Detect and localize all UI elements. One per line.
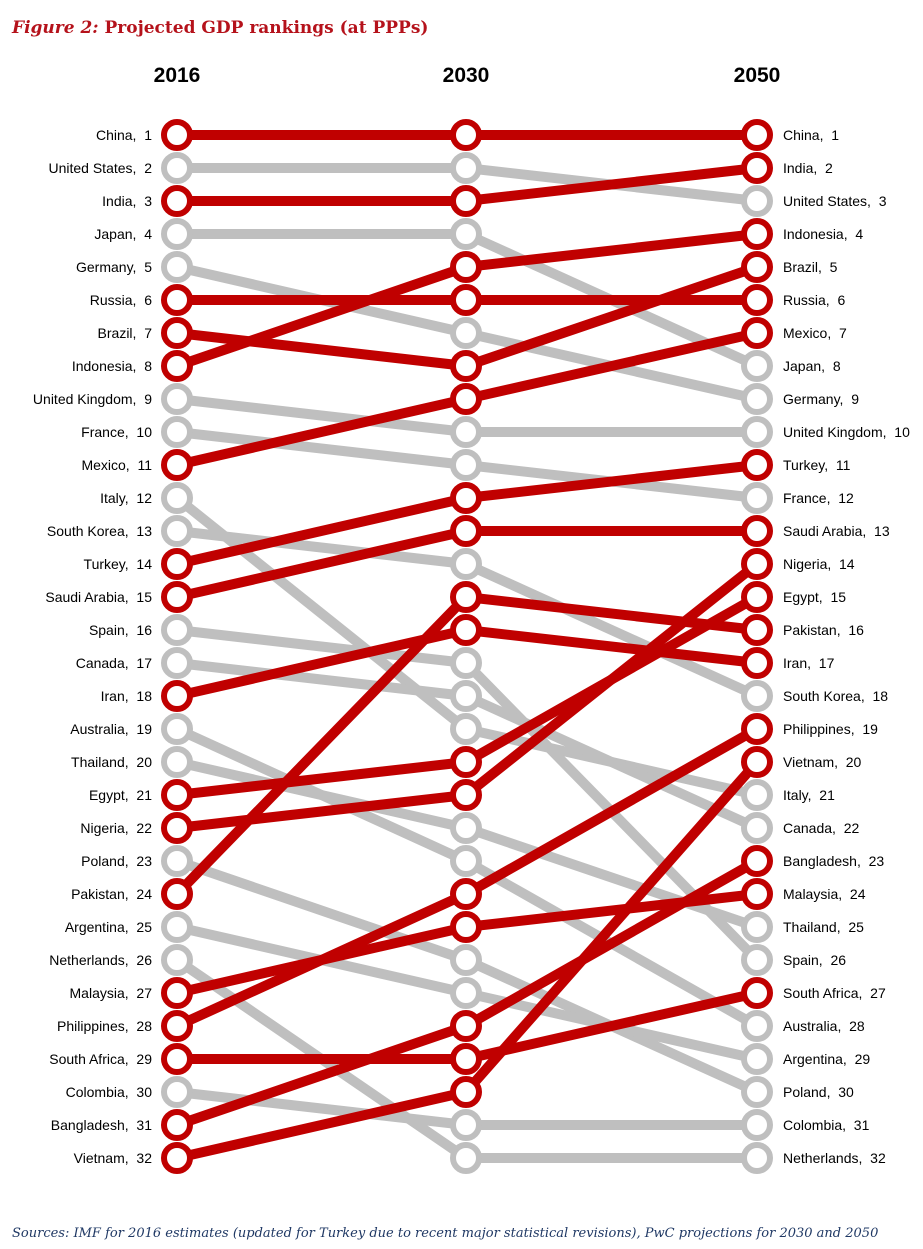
label-2016-malaysia: Malaysia, 27 — [69, 985, 152, 1001]
label-2050-united-kingdom: United Kingdom, 10 — [783, 424, 910, 440]
label-2016-nigeria: Nigeria, 22 — [80, 820, 152, 836]
node-spain-2030 — [453, 650, 479, 676]
node-united-kingdom-2030 — [453, 419, 479, 445]
labels-2016 — [33, 127, 152, 1166]
node-canada-2050 — [744, 815, 770, 841]
node-mexico-2016 — [164, 452, 190, 478]
label-2016-china: China, 1 — [95, 127, 152, 143]
label-2050-india: India, 2 — [783, 160, 833, 176]
node-thailand-2050 — [744, 914, 770, 940]
node-colombia-2016 — [164, 1079, 190, 1105]
label-2050-argentina: Argentina, 29 — [783, 1051, 871, 1067]
node-iran-2050 — [744, 650, 770, 676]
label-2016-poland: Poland, 23 — [81, 853, 152, 869]
node-netherlands-2016 — [164, 947, 190, 973]
label-2050-colombia: Colombia, 31 — [783, 1117, 870, 1133]
label-2016-australia: Australia, 19 — [70, 721, 152, 737]
label-2050-brazil: Brazil, 5 — [783, 259, 838, 275]
label-2016-thailand: Thailand, 20 — [71, 754, 152, 770]
node-turkey-2050 — [744, 452, 770, 478]
node-argentina-2030 — [453, 980, 479, 1006]
node-indonesia-2030 — [453, 254, 479, 280]
label-2016-italy: Italy, 12 — [100, 490, 152, 506]
node-vietnam-2030 — [453, 1079, 479, 1105]
node-italy-2050 — [744, 782, 770, 808]
label-2016-iran: Iran, 18 — [100, 688, 152, 704]
labels-2050 — [783, 127, 910, 1166]
label-2050-bangladesh: Bangladesh, 23 — [783, 853, 885, 869]
node-indonesia-2050 — [744, 221, 770, 247]
node-italy-2030 — [453, 716, 479, 742]
label-2050-south-korea: South Korea, 18 — [783, 688, 889, 704]
node-france-2016 — [164, 419, 190, 445]
label-2016-south-korea: South Korea, 13 — [46, 523, 152, 539]
node-russia-2016 — [164, 287, 190, 313]
label-2016-france: France, 10 — [81, 424, 152, 440]
year-headers — [154, 64, 781, 87]
label-2016-vietnam: Vietnam, 32 — [73, 1150, 152, 1166]
year-header-2050: 2050 — [733, 64, 781, 87]
node-germany-2050 — [744, 386, 770, 412]
label-2016-egypt: Egypt, 21 — [88, 787, 152, 803]
node-india-2016 — [164, 188, 190, 214]
node-united-states-2050 — [744, 188, 770, 214]
node-malaysia-2030 — [453, 914, 479, 940]
node-turkey-2030 — [453, 485, 479, 511]
node-spain-2050 — [744, 947, 770, 973]
node-saudi-arabia-2050 — [744, 518, 770, 544]
node-australia-2030 — [453, 848, 479, 874]
node-india-2030 — [453, 188, 479, 214]
year-header-2016: 2016 — [153, 64, 201, 87]
node-thailand-2016 — [164, 749, 190, 775]
node-south-korea-2016 — [164, 518, 190, 544]
node-thailand-2030 — [453, 815, 479, 841]
node-argentina-2050 — [744, 1046, 770, 1072]
label-2050-italy: Italy, 21 — [783, 787, 835, 803]
node-turkey-2016 — [164, 551, 190, 577]
node-united-kingdom-2016 — [164, 386, 190, 412]
node-pakistan-2030 — [453, 584, 479, 610]
node-mexico-2030 — [453, 386, 479, 412]
node-russia-2050 — [744, 287, 770, 313]
label-2050-philippines: Philippines, 19 — [783, 721, 878, 737]
node-argentina-2016 — [164, 914, 190, 940]
label-2016-japan: Japan, 4 — [94, 226, 152, 242]
label-2016-mexico: Mexico, 11 — [81, 457, 152, 473]
label-2016-spain: Spain, 16 — [88, 622, 152, 638]
node-saudi-arabia-2016 — [164, 584, 190, 610]
label-2050-poland: Poland, 30 — [783, 1084, 854, 1100]
node-germany-2016 — [164, 254, 190, 280]
node-philippines-2016 — [164, 1013, 190, 1039]
node-germany-2030 — [453, 320, 479, 346]
label-2016-bangladesh: Bangladesh, 31 — [50, 1117, 152, 1133]
figure-title-text: Projected GDP rankings (at PPPs) — [104, 18, 429, 38]
node-pakistan-2016 — [164, 881, 190, 907]
label-2050-iran: Iran, 17 — [783, 655, 835, 671]
node-saudi-arabia-2030 — [453, 518, 479, 544]
node-france-2030 — [453, 452, 479, 478]
label-2050-pakistan: Pakistan, 16 — [783, 622, 864, 638]
node-china-2030 — [453, 122, 479, 148]
label-2050-indonesia: Indonesia, 4 — [783, 226, 864, 242]
node-india-2050 — [744, 155, 770, 181]
node-iran-2030 — [453, 617, 479, 643]
node-nigeria-2016 — [164, 815, 190, 841]
node-bangladesh-2050 — [744, 848, 770, 874]
label-2016-united-states: United States, 2 — [48, 160, 152, 176]
label-2050-united-states: United States, 3 — [783, 193, 887, 209]
label-2016-canada: Canada, 17 — [75, 655, 152, 671]
label-2050-australia: Australia, 28 — [783, 1018, 865, 1034]
node-australia-2050 — [744, 1013, 770, 1039]
label-2016-philippines: Philippines, 28 — [57, 1018, 152, 1034]
node-poland-2016 — [164, 848, 190, 874]
label-2050-china: China, 1 — [783, 127, 840, 143]
label-2050-germany: Germany, 9 — [783, 391, 859, 407]
node-indonesia-2016 — [164, 353, 190, 379]
label-2050-saudi-arabia: Saudi Arabia, 13 — [783, 523, 890, 539]
node-china-2016 — [164, 122, 190, 148]
node-spain-2016 — [164, 617, 190, 643]
label-2050-vietnam: Vietnam, 20 — [783, 754, 862, 770]
label-2050-malaysia: Malaysia, 24 — [783, 886, 866, 902]
node-malaysia-2050 — [744, 881, 770, 907]
node-nigeria-2030 — [453, 782, 479, 808]
node-canada-2030 — [453, 683, 479, 709]
node-south-africa-2050 — [744, 980, 770, 1006]
label-2016-turkey: Turkey, 14 — [83, 556, 152, 572]
node-china-2050 — [744, 122, 770, 148]
node-united-states-2030 — [453, 155, 479, 181]
node-philippines-2030 — [453, 881, 479, 907]
label-2050-turkey: Turkey, 11 — [783, 457, 851, 473]
label-2016-indonesia: Indonesia, 8 — [71, 358, 152, 374]
node-vietnam-2016 — [164, 1145, 190, 1171]
label-2050-netherlands: Netherlands, 32 — [783, 1150, 886, 1166]
label-2016-germany: Germany, 5 — [76, 259, 152, 275]
node-bangladesh-2030 — [453, 1013, 479, 1039]
label-2016-saudi-arabia: Saudi Arabia, 15 — [45, 589, 152, 605]
label-2050-thailand: Thailand, 25 — [783, 919, 864, 935]
figure-number: Figure 2: — [12, 18, 99, 38]
label-2050-nigeria: Nigeria, 14 — [783, 556, 855, 572]
node-south-korea-2050 — [744, 683, 770, 709]
label-2016-colombia: Colombia, 30 — [65, 1084, 152, 1100]
node-japan-2030 — [453, 221, 479, 247]
node-egypt-2030 — [453, 749, 479, 775]
node-united-states-2016 — [164, 155, 190, 181]
node-italy-2016 — [164, 485, 190, 511]
label-2016-pakistan: Pakistan, 24 — [71, 886, 152, 902]
node-pakistan-2050 — [744, 617, 770, 643]
year-header-2030: 2030 — [442, 64, 490, 87]
node-canada-2016 — [164, 650, 190, 676]
label-2050-spain: Spain, 26 — [783, 952, 847, 968]
node-philippines-2050 — [744, 716, 770, 742]
label-2016-argentina: Argentina, 25 — [64, 919, 152, 935]
node-colombia-2030 — [453, 1112, 479, 1138]
node-japan-2016 — [164, 221, 190, 247]
label-2050-japan: Japan, 8 — [783, 358, 841, 374]
label-2050-france: France, 12 — [783, 490, 854, 506]
label-2050-mexico: Mexico, 7 — [783, 325, 847, 341]
node-bangladesh-2016 — [164, 1112, 190, 1138]
node-united-kingdom-2050 — [744, 419, 770, 445]
node-mexico-2050 — [744, 320, 770, 346]
node-egypt-2016 — [164, 782, 190, 808]
node-iran-2016 — [164, 683, 190, 709]
label-2016-india: India, 3 — [102, 193, 152, 209]
source-note: Sources: IMF for 2016 estimates (updated for Turkey due to recent major statistical revisions), PwC projections for 2030 and 2050 — [12, 1226, 879, 1241]
node-south-korea-2030 — [453, 551, 479, 577]
node-south-africa-2030 — [453, 1046, 479, 1072]
label-2016-united-kingdom: United Kingdom, 9 — [32, 391, 152, 407]
node-colombia-2050 — [744, 1112, 770, 1138]
node-netherlands-2030 — [453, 1145, 479, 1171]
node-poland-2050 — [744, 1079, 770, 1105]
node-brazil-2016 — [164, 320, 190, 346]
node-poland-2030 — [453, 947, 479, 973]
node-japan-2050 — [744, 353, 770, 379]
node-france-2050 — [744, 485, 770, 511]
node-egypt-2050 — [744, 584, 770, 610]
node-brazil-2050 — [744, 254, 770, 280]
node-australia-2016 — [164, 716, 190, 742]
label-2050-russia: Russia, 6 — [783, 292, 846, 308]
node-netherlands-2050 — [744, 1145, 770, 1171]
label-2050-south-africa: South Africa, 27 — [783, 985, 886, 1001]
node-brazil-2030 — [453, 353, 479, 379]
node-russia-2030 — [453, 287, 479, 313]
node-malaysia-2016 — [164, 980, 190, 1006]
node-south-africa-2016 — [164, 1046, 190, 1072]
label-2016-netherlands: Netherlands, 26 — [49, 952, 152, 968]
label-2016-russia: Russia, 6 — [89, 292, 152, 308]
label-2016-brazil: Brazil, 7 — [97, 325, 152, 341]
label-2050-canada: Canada, 22 — [783, 820, 860, 836]
label-2016-south-africa: South Africa, 29 — [49, 1051, 152, 1067]
label-2050-egypt: Egypt, 15 — [783, 589, 847, 605]
node-vietnam-2050 — [744, 749, 770, 775]
node-nigeria-2050 — [744, 551, 770, 577]
